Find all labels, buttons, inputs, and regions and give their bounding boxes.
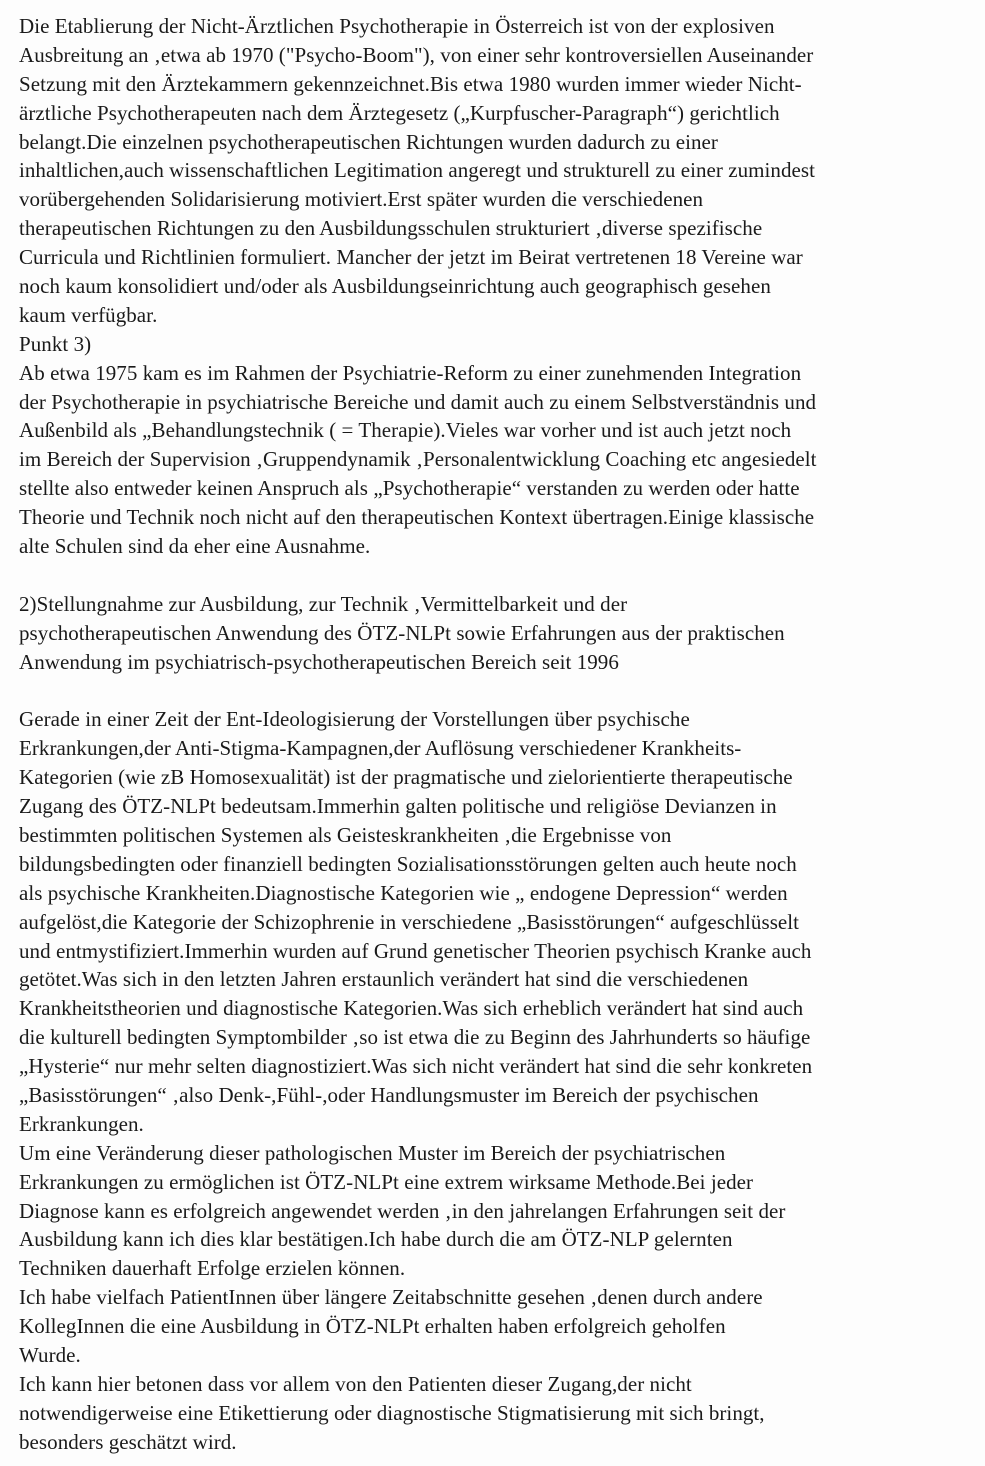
text-line: Punkt 3) — [19, 331, 92, 356]
text-line: Ausbildung kann ich dies klar bestätigen.Ich habe durch die am ÖTZ-NLP gelernten — [19, 1227, 733, 1252]
text-line: aufgelöst,die Kategorie der Schizophrenie in verschiedene „Basisstörungen“ aufgeschlüsselt — [19, 909, 800, 934]
text-line: Curricula und Richtlinien formuliert. Mancher der jetzt im Beirat vertretenen 18 Vereine war — [19, 245, 803, 270]
text-line: Theorie und Technik noch nicht auf den therapeutischen Kontext übertragen.Einige klassische — [19, 505, 815, 530]
text-line: ärztliche Psychotherapeuten nach dem Ärztegesetz („Kurpfuscher-Paragraph“) gerichtlich — [19, 100, 780, 125]
text-line: vorübergehenden Solidarisierung motiviert.Erst später wurden die verschiedenen — [19, 187, 704, 212]
text-line: „Basisstörungen“ ‚also Denk-,Fühl-,oder Handlungsmuster im Bereich der psychischen — [19, 1082, 759, 1107]
paragraph — [19, 359, 979, 561]
text-line: psychotherapeutischen Anwendung des ÖTZ-NLPt sowie Erfahrungen aus der praktischen — [19, 620, 785, 645]
text-line: bestimmten politischen Systemen als Geisteskrankheiten ‚die Ergebnisse von — [19, 822, 672, 847]
text-line: therapeutischen Richtungen zu den Ausbildungsschulen strukturiert ‚diverse spezifische — [19, 216, 763, 241]
text-line: Krankheitstheorien und diagnostische Kategorien.Was sich erheblich verändert hat sind auch — [19, 996, 804, 1021]
text-line: und entmystifiziert.Immerhin wurden auf Grund genetischer Theorien psychisch Kranke auch — [19, 938, 812, 963]
text-line: alte Schulen sind da eher eine Ausnahme. — [19, 534, 371, 559]
text-line: noch kaum konsolidiert und/oder als Ausbildungseinrichtung auch geographisch gesehen — [19, 274, 771, 299]
text-line: KollegInnen die eine Ausbildung in ÖTZ-NLPt erhalten haben erfolgreich geholfen — [19, 1314, 726, 1339]
text-line: Die Etablierung der Nicht-Ärztlichen Psychotherapie in Österreich ist von der explosiven — [19, 14, 775, 38]
text-line: stellte also entweder keinen Anspruch als „Psychotherapie“ verstanden zu werden oder hatte — [19, 476, 800, 501]
blank-line — [19, 561, 979, 590]
text-line: Erkrankungen zu ermöglichen ist ÖTZ-NLPt eine extrem wirksame Methode.Bei jeder — [19, 1169, 754, 1194]
paragraph — [19, 1370, 979, 1457]
text-line: Setzung mit den Ärztekammern gekennzeichnet.Bis etwa 1980 wurden immer wieder Nicht- — [19, 71, 802, 96]
text-line: Anwendung im psychiatrisch-psychotherapeutischen Bereich seit 1996 — [19, 649, 619, 674]
text-line: Ich kann hier betonen dass vor allem von den Patienten dieser Zugang,der nicht — [19, 1371, 692, 1396]
text-line: Ab etwa 1975 kam es im Rahmen der Psychiatrie-Reform zu einer zunehmenden Integration — [19, 360, 802, 385]
text-line: die kulturell bedingten Symptombilder ‚so ist etwa die zu Beginn des Jahrhunderts so häufige — [19, 1025, 811, 1050]
text-line: inhaltlichen,auch wissenschaftlichen Legitimation angeregt und strukturell zu einer zumindest — [19, 158, 815, 183]
text-line: im Bereich der Supervision ‚Gruppendynamik ‚Personalentwicklung Coaching etc angesiedelt — [19, 447, 817, 472]
text-line: 2)Stellungnahme zur Ausbildung, zur Technik ‚Vermittelbarkeit und der — [19, 591, 628, 616]
text-line: Ich habe vielfach PatientInnen über längere Zeitabschnitte gesehen ‚denen durch andere — [19, 1285, 763, 1310]
text-line: Gerade in einer Zeit der Ent-Ideologisierung der Vorstellungen über psychische — [19, 707, 690, 732]
text-line: notwendigerweise eine Etikettierung oder diagnostische Stigmatisierung mit sich bringt, — [19, 1400, 765, 1425]
text-line: Um eine Veränderung dieser pathologischen Muster im Bereich der psychiatrischen — [19, 1140, 726, 1165]
text-line: getötet.Was sich in den letzten Jahren erstaunlich verändert hat sind die verschiedenen — [19, 967, 749, 992]
text-line: als psychische Krankheiten.Diagnostische Kategorien wie „ endogene Depression“ werden — [19, 880, 788, 905]
text-line: Techniken dauerhaft Erfolge erzielen können. — [19, 1256, 406, 1281]
text-line: besonders geschätzt wird. — [19, 1429, 237, 1454]
text-line: Ausbreitung an ‚etwa ab 1970 ("Psycho-Boom"), von einer sehr kontroversiellen Auseinander — [19, 42, 814, 67]
text-line: Wurde. — [19, 1342, 81, 1367]
paragraph — [19, 705, 979, 1138]
paragraph — [19, 1283, 979, 1370]
text-line: belangt.Die einzelnen psychotherapeutischen Richtungen wurden dadurch zu einer — [19, 129, 718, 154]
text-line: Außenbild als „Behandlungstechnik ( = Therapie).Vieles war vorher und ist auch jetzt noch — [19, 418, 792, 443]
text-line: bildungsbedingten oder finanziell bedingten Sozialisationsstörungen gelten auch heute noch — [19, 851, 797, 876]
document-body — [19, 12, 979, 1457]
paragraph — [19, 12, 979, 330]
text-line: „Hysterie“ nur mehr selten diagnostiziert.Was sich nicht verändert hat sind die sehr konkreten — [19, 1054, 813, 1079]
paragraph — [19, 590, 979, 677]
text-line: Kategorien (wie zB Homosexualität) ist der pragmatische und zielorientierte therapeutische — [19, 765, 793, 790]
paragraph — [19, 1139, 979, 1283]
text-line: Erkrankungen. — [19, 1111, 144, 1136]
text-line: Erkrankungen,der Anti-Stigma-Kampagnen,der Auflösung verschiedener Krankheits- — [19, 736, 742, 761]
text-line: kaum verfügbar. — [19, 302, 158, 327]
blank-line — [19, 676, 979, 705]
text-line: Zugang des ÖTZ-NLPt bedeutsam.Immerhin galten politische und religiöse Devianzen in — [19, 794, 777, 819]
text-line: Diagnose kann es erfolgreich angewendet werden ‚in den jahrelangen Erfahrungen seit der — [19, 1198, 786, 1223]
text-line: der Psychotherapie in psychiatrische Bereiche und damit auch zu einem Selbstverständnis und — [19, 389, 817, 414]
paragraph — [19, 330, 979, 359]
